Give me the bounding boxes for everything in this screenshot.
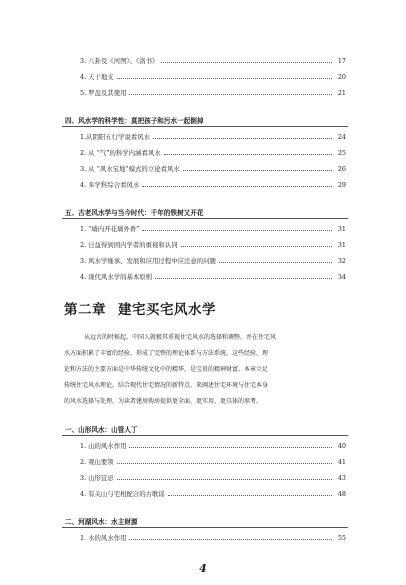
leader-dots xyxy=(155,278,332,279)
chapter-number: 第二章 xyxy=(64,302,106,318)
toc-entry xyxy=(80,470,346,485)
section-rule xyxy=(62,435,348,436)
toc-page: 43 xyxy=(337,473,346,482)
leader-dots xyxy=(117,479,332,480)
toc-page: 40 xyxy=(337,441,346,450)
leader-dots xyxy=(129,94,332,95)
leader-dots xyxy=(129,539,332,540)
toc-page: 32 xyxy=(337,256,346,265)
toc-page: 26 xyxy=(337,164,346,173)
toc-entry xyxy=(80,221,346,236)
leader-dots xyxy=(142,230,332,231)
toc-label: 4. 有关山与宅相配合的古歌谣 xyxy=(80,490,165,498)
leader-dots xyxy=(161,62,332,63)
toc-entry xyxy=(80,454,346,469)
toc-page: 20 xyxy=(337,72,346,81)
intro-line: 从远古的时候起，中国人就极其重视住宅风水的选择和调整，并在住宅风 xyxy=(84,334,277,341)
toc-label: 3. 风水学继承、发展和应用过程中应注意的问题 xyxy=(80,257,216,265)
toc-label: 3. 八卦及《河图》、《洛书》 xyxy=(80,57,159,65)
toc-label: 1. 水的风水作用 xyxy=(80,534,127,542)
toc-label: 2. 观山要领 xyxy=(80,458,114,466)
toc-entry xyxy=(80,269,346,284)
chapter-heading xyxy=(64,298,216,318)
leader-dots xyxy=(168,495,332,496)
intro-line: 论和方法的主要方面是中华传统文化中的精华，是宝贵的精神财富。本章立足 xyxy=(64,366,269,373)
intro-line: 水方面积累了丰富的经验，形成了完整的理论体系与方法系统。这些经验、理 xyxy=(64,350,269,357)
section-heading: 二、河湖风水：水主财源 xyxy=(65,518,138,526)
toc-page: 41 xyxy=(337,457,346,466)
chapter-title: 建宅买宅风水学 xyxy=(118,302,216,318)
toc-page: 55 xyxy=(337,533,346,542)
toc-page: 31 xyxy=(337,240,346,249)
toc-page: 25 xyxy=(337,148,346,157)
leader-dots xyxy=(181,246,332,247)
section-heading: 一、山形风水：山管人丁 xyxy=(65,426,138,434)
leader-dots xyxy=(142,186,332,187)
section-rule xyxy=(62,126,348,127)
toc-label: 2. 从 “气”的科学内涵看风水 xyxy=(80,149,161,157)
toc-page: 24 xyxy=(337,132,346,141)
page-number: 4 xyxy=(199,562,207,575)
intro-line: 传统住宅风水理论，结合现代住宅情况的新特点，来阐述住宅环境与住宅本身 xyxy=(64,382,269,389)
toc-entry xyxy=(80,129,346,144)
toc-entry xyxy=(80,530,346,545)
toc-label: 1. 山的风水作用 xyxy=(80,442,127,450)
toc-entry xyxy=(80,486,346,501)
toc-label: 1.从阴阳五行学说看风水 xyxy=(80,133,151,141)
toc-page: 48 xyxy=(337,489,346,498)
leader-dots xyxy=(117,463,332,464)
toc-label: 5. 罗盘及其使用 xyxy=(80,89,127,97)
leader-dots xyxy=(117,78,332,79)
leader-dots xyxy=(183,170,332,171)
toc-label: 3. 山形宜忌 xyxy=(80,474,114,482)
toc-entry xyxy=(80,145,346,160)
leader-dots xyxy=(153,138,332,139)
leader-dots xyxy=(164,154,332,155)
toc-label: 1. “墙内开花墙外香” xyxy=(80,225,140,233)
section-rule xyxy=(62,527,348,528)
section-rule xyxy=(62,218,348,219)
toc-entry xyxy=(80,438,346,453)
leader-dots xyxy=(129,447,332,448)
toc-entry xyxy=(80,237,346,252)
section-heading: 四、风水学的科学性：莫把孩子和污水一起倒掉 xyxy=(65,117,204,125)
toc-page: 21 xyxy=(337,88,346,97)
toc-entry xyxy=(80,177,346,192)
toc-entry xyxy=(80,161,346,176)
section-heading: 五、古老风水学与当今时代：千年的铁树又开花 xyxy=(65,209,204,217)
toc-label: 4. 多学科综合看风水 xyxy=(80,181,140,189)
toc-page: 31 xyxy=(337,224,346,233)
toc-page: 34 xyxy=(337,272,346,281)
intro-line: 的风水选择与处理，为读者建房购房提供更全面、更实用、更具体的参考。 xyxy=(64,398,263,405)
leader-dots xyxy=(219,262,332,263)
toc-label: 4. 现代风水学的基本原则 xyxy=(80,273,153,281)
toc-label: 4. 天干地支 xyxy=(80,73,114,81)
toc-entry xyxy=(80,53,346,68)
toc-entry xyxy=(80,253,346,268)
toc-label: 2. 日益得到国内学者的重视和认同 xyxy=(80,241,178,249)
toc-entry xyxy=(80,85,346,100)
toc-page: 17 xyxy=(337,56,346,65)
toc-entry xyxy=(80,69,346,84)
toc-page: 29 xyxy=(337,180,346,189)
toc-label: 3. 从 “风水宝地”模式的立论看风水 xyxy=(80,165,180,173)
